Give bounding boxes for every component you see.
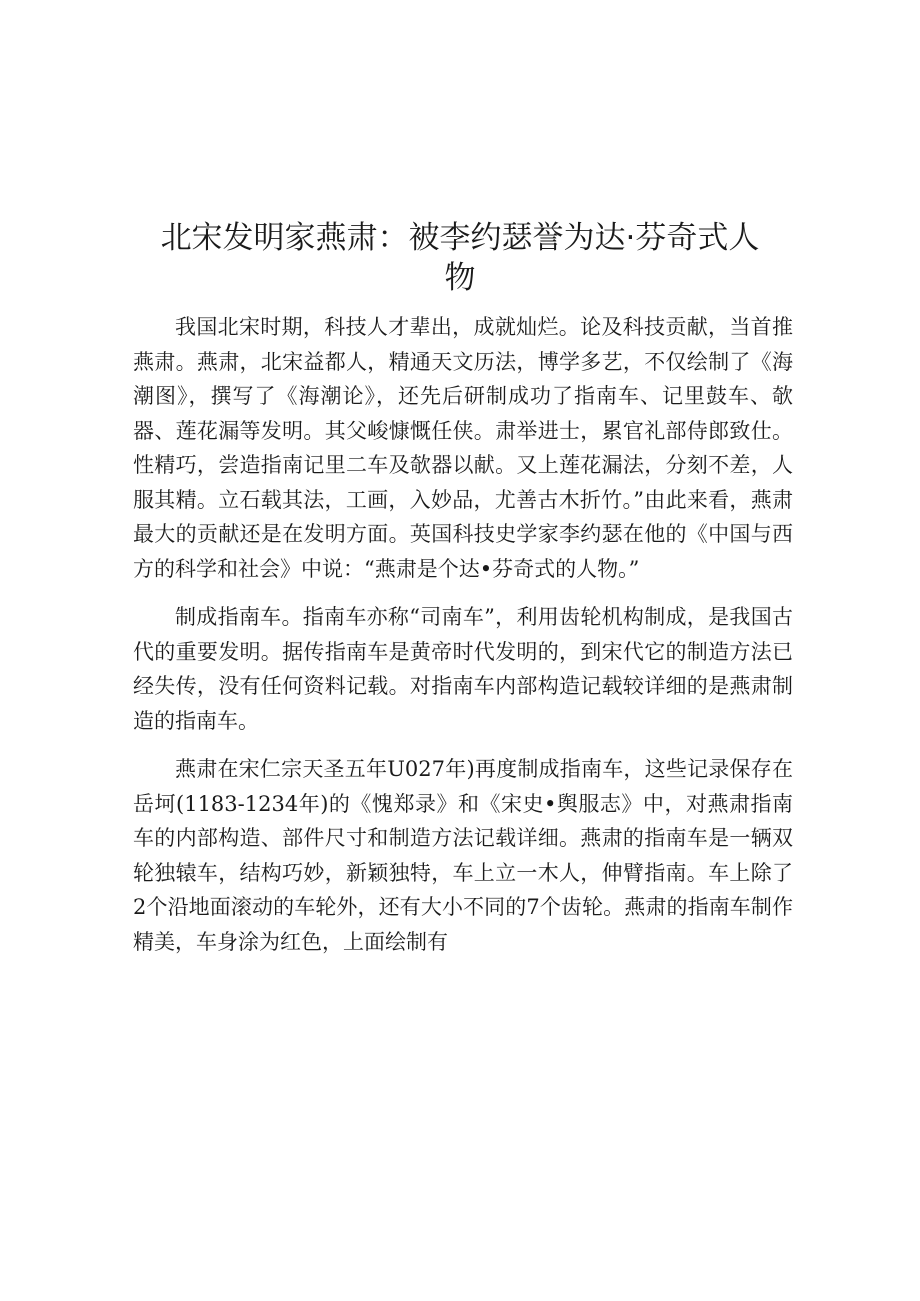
article-body	[133, 310, 793, 973]
article-title: 北宋发明家燕肃：被李约瑟誉为达·芬奇式人物	[160, 220, 760, 296]
paragraph-chariot-details: 燕肃在宋仁宗天圣五年U027年)再度制成指南车，这些记录保存在岳坷(1183-1234年)的《愧郑录》和《宋史•舆服志》中，对燕肃指南车的内部构造、部件尺寸和制造方法记载详细。燕肃的指南车是一辆双轮独辕车，结构巧妙，新颖独特，车上立一木人，伸臂指南。车上除了2个沿地面滚动的车轮外，还有大小不同的7个齿轮。燕肃的指南车制作精美，车身涂为红色，上面绘制有	[133, 757, 793, 954]
paragraph-south-pointing-chariot: 制成指南车。指南车亦称“司南车”，利用齿轮机构制成，是我国古代的重要发明。据传指南车是黄帝时代发明的，到宋代它的制造方法已经失传，没有任何资料记载。对指南车内部构造记载较详细的是燕肃制造的指南车。	[133, 605, 793, 733]
paragraph-intro: 我国北宋时期，科技人才辈出，成就灿烂。论及科技贡献，当首推燕肃。燕肃，北宋益都人，精通天文历法，博学多艺，不仅绘制了《海潮图》，撰写了《海潮论》，还先后研制成功了指南车、记里鼓车、欹器、莲花漏等发明。其父峻慷慨任侠。肃举进士，累官礼部侍郎致仕。性精巧，尝造指南记里二车及欹器以献。又上莲花漏法，分刻不差，人服其精。立石载其法，工画，入妙品，尤善古木折竹。”由此来看，燕肃最大的贡献还是在发明方面。英国科技史学家李约瑟在他的《中国与西方的科学和社会》中说：“燕肃是个达•芬奇式的人物。”	[133, 315, 793, 581]
